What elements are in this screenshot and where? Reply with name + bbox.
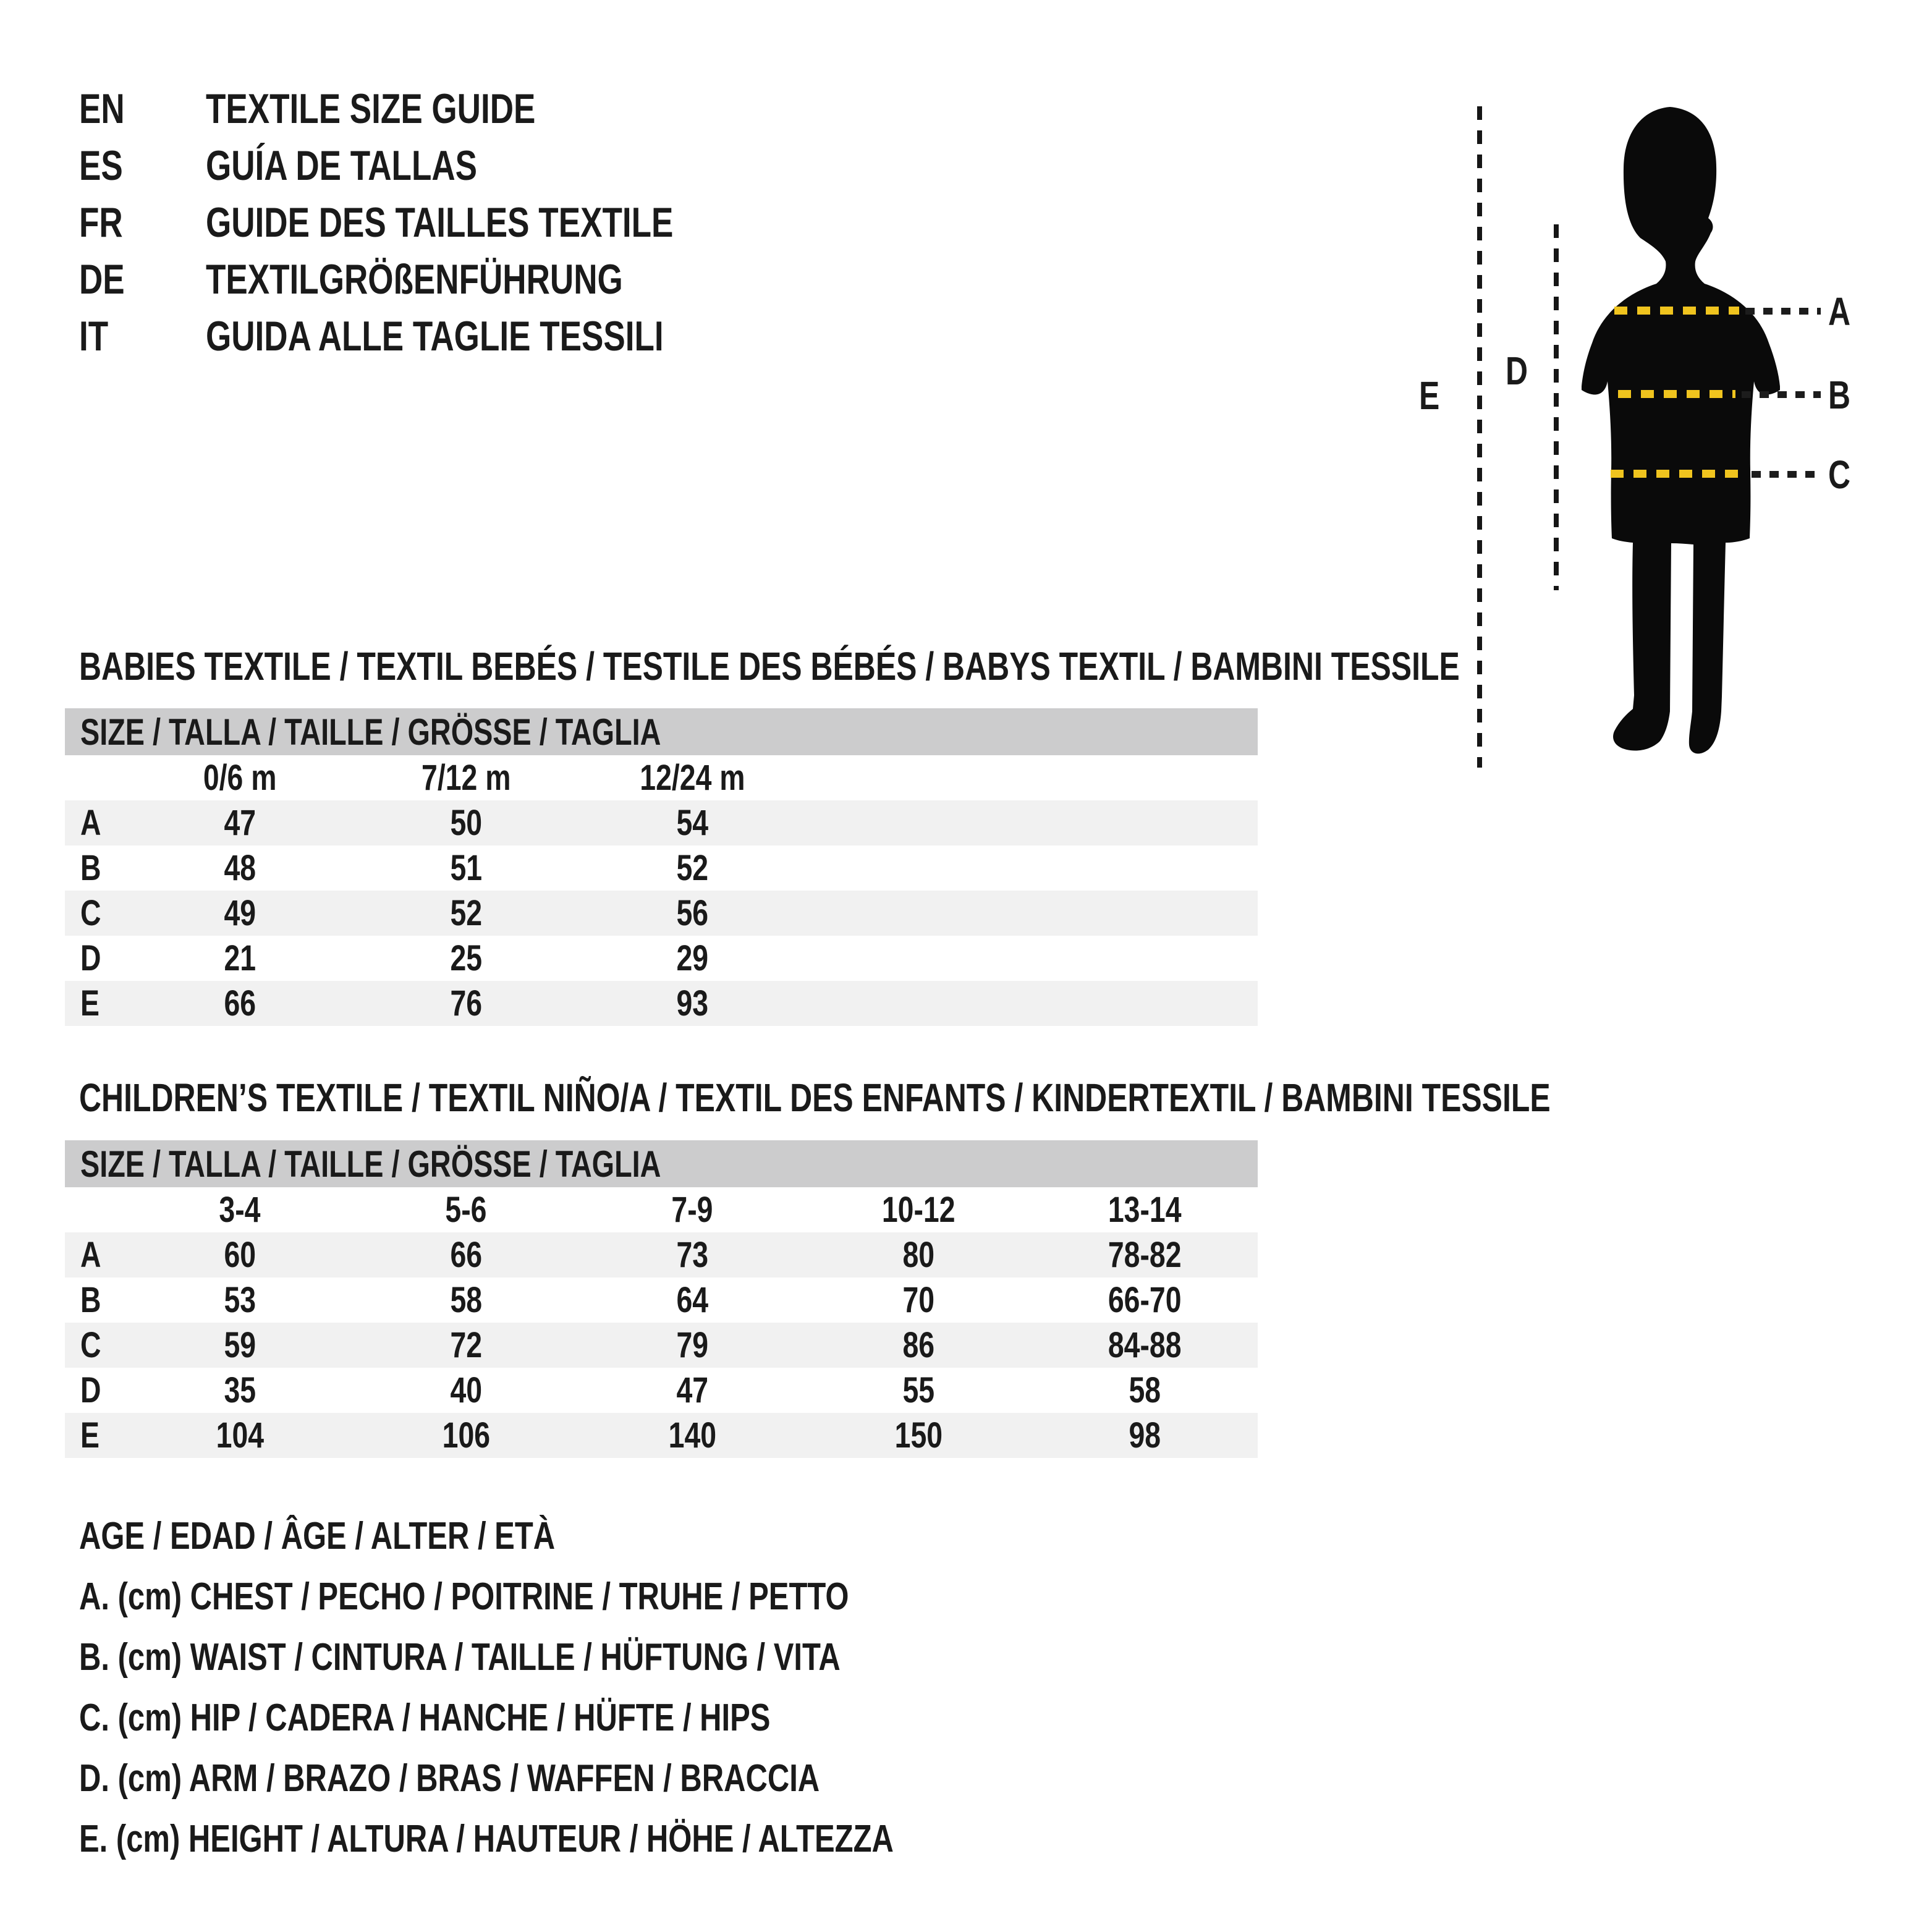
guide-title-it: GUIDA ALLE TAGLIE TESSILI bbox=[206, 313, 664, 360]
row-label-text: B bbox=[80, 848, 101, 888]
column-header-text: 13-14 bbox=[1108, 1190, 1182, 1230]
legend-age-text: AGE / EDAD / ÂGE / ALTER / ETÀ bbox=[79, 1515, 556, 1557]
value-text: 25 bbox=[450, 938, 482, 978]
value-text: 35 bbox=[224, 1370, 256, 1410]
value-cell bbox=[127, 800, 353, 845]
column-header-text: 7/12 m bbox=[421, 758, 511, 798]
table-row bbox=[65, 1232, 1258, 1277]
column-header bbox=[579, 755, 805, 800]
babies-size-header-text: SIZE / TALLA / TAILLE / GRÖSSE / TAGLIA bbox=[80, 711, 661, 753]
waist-leader-line bbox=[1742, 391, 1821, 398]
value-text: 70 bbox=[902, 1280, 934, 1320]
hip-measure-line bbox=[1611, 470, 1745, 478]
value-cell bbox=[1032, 1232, 1258, 1277]
column-header bbox=[127, 755, 353, 800]
chest-measure-label bbox=[1828, 289, 1878, 334]
column-header-text: 7-9 bbox=[671, 1190, 713, 1230]
value-text: 54 bbox=[676, 803, 708, 843]
value-text: 47 bbox=[676, 1370, 708, 1410]
value-cell bbox=[579, 1277, 805, 1323]
children-size-header-text: SIZE / TALLA / TAILLE / GRÖSSE / TAGLIA bbox=[80, 1143, 661, 1185]
legend-item-text: A. (cm) CHEST / PECHO / POITRINE / TRUHE / PETTO bbox=[79, 1575, 849, 1618]
row-label-cell bbox=[65, 800, 127, 845]
value-cell bbox=[353, 1232, 579, 1277]
legend-item-text: D. (cm) ARM / BRAZO / BRAS / WAFFEN / BRACCIA bbox=[79, 1757, 820, 1800]
value-text: 55 bbox=[902, 1370, 934, 1410]
measurement-legend bbox=[79, 1506, 1110, 1870]
value-text: 29 bbox=[676, 938, 708, 978]
value-text: 86 bbox=[902, 1325, 934, 1365]
row-label-text: D bbox=[80, 1370, 101, 1410]
value-text: 48 bbox=[224, 848, 256, 888]
value-cell bbox=[805, 1232, 1032, 1277]
value-text: 60 bbox=[224, 1235, 256, 1275]
value-cell bbox=[353, 845, 579, 891]
row-label-cell bbox=[65, 936, 127, 981]
column-header-text: 5-6 bbox=[445, 1190, 487, 1230]
column-header-text: 12/24 m bbox=[639, 758, 745, 798]
value-cell bbox=[1032, 1413, 1258, 1458]
value-text: 50 bbox=[450, 803, 482, 843]
language-code-text: DE bbox=[79, 256, 125, 303]
value-text: 104 bbox=[216, 1415, 264, 1455]
legend-item-hip bbox=[79, 1688, 1110, 1748]
legend-item-chest bbox=[79, 1567, 1110, 1627]
row-label-cell bbox=[65, 1323, 127, 1368]
value-cell bbox=[579, 981, 805, 1026]
value-text: 73 bbox=[676, 1235, 708, 1275]
value-cell bbox=[579, 936, 805, 981]
arm-measure-label bbox=[1506, 351, 1555, 391]
guide-title-es: GUÍA DE TALLAS bbox=[206, 142, 478, 189]
column-header bbox=[1032, 1187, 1258, 1232]
height-measure-label bbox=[1419, 373, 1468, 418]
value-text: 150 bbox=[894, 1415, 943, 1455]
value-text: 66 bbox=[450, 1235, 482, 1275]
value-text: 52 bbox=[676, 848, 708, 888]
empty-corner-cell bbox=[65, 755, 127, 800]
table-row bbox=[65, 936, 1258, 981]
babies-column-header-row bbox=[65, 755, 1258, 800]
column-header-text: 10-12 bbox=[881, 1190, 955, 1230]
value-text: 76 bbox=[450, 983, 482, 1023]
value-text: 72 bbox=[450, 1325, 482, 1365]
value-cell bbox=[579, 845, 805, 891]
label-b-text: B bbox=[1828, 373, 1851, 417]
table-row bbox=[65, 1368, 1258, 1413]
empty-corner-cell bbox=[65, 1187, 127, 1232]
value-cell bbox=[127, 845, 353, 891]
children-column-header-row bbox=[65, 1187, 1258, 1232]
value-cell bbox=[1032, 1277, 1258, 1323]
column-header bbox=[127, 1187, 353, 1232]
value-cell bbox=[579, 1232, 805, 1277]
value-text: 80 bbox=[902, 1235, 934, 1275]
legend-item-text: C. (cm) HIP / CADERA / HANCHE / HÜFTE / HIPS bbox=[79, 1697, 771, 1739]
value-text: 98 bbox=[1129, 1415, 1161, 1455]
value-cell bbox=[127, 936, 353, 981]
children-section-title bbox=[79, 1075, 1932, 1120]
row-label-text: A bbox=[80, 803, 101, 843]
value-cell bbox=[353, 800, 579, 845]
hip-measure-label bbox=[1828, 452, 1878, 497]
value-cell bbox=[579, 800, 805, 845]
value-cell bbox=[1032, 1323, 1258, 1368]
value-text: 106 bbox=[442, 1415, 490, 1455]
value-cell bbox=[805, 1368, 1032, 1413]
column-header bbox=[579, 1187, 805, 1232]
value-cell bbox=[1032, 1368, 1258, 1413]
value-text: 79 bbox=[676, 1325, 708, 1365]
table-row bbox=[65, 1323, 1258, 1368]
value-cell bbox=[353, 1413, 579, 1458]
arm-measure-line bbox=[1554, 224, 1559, 590]
value-text: 78-82 bbox=[1108, 1235, 1182, 1275]
table-row bbox=[65, 845, 1258, 891]
value-text: 53 bbox=[224, 1280, 256, 1320]
chest-measure-line bbox=[1614, 307, 1739, 315]
value-cell bbox=[127, 1368, 353, 1413]
legend-item-text: B. (cm) WAIST / CINTURA / TAILLE / HÜFTUNG / VITA bbox=[79, 1636, 841, 1679]
children-section-title-text: CHILDREN’S TEXTILE / TEXTIL NIÑO/A / TEXTIL DES ENFANTS / KINDERTEXTIL / BAMBINI TESSILE bbox=[79, 1075, 1551, 1120]
value-text: 64 bbox=[676, 1280, 708, 1320]
table-row bbox=[65, 891, 1258, 936]
label-e-text: E bbox=[1419, 373, 1440, 418]
value-cell bbox=[127, 1277, 353, 1323]
waist-measure-label bbox=[1828, 375, 1878, 415]
children-size-header-bar bbox=[65, 1140, 1258, 1187]
guide-title-en: TEXTILE SIZE GUIDE bbox=[206, 85, 536, 132]
value-cell bbox=[353, 981, 579, 1026]
value-text: 66-70 bbox=[1108, 1280, 1182, 1320]
row-label-text: E bbox=[80, 983, 100, 1023]
table-row bbox=[65, 981, 1258, 1026]
label-c-text: C bbox=[1828, 452, 1851, 497]
legend-age-line bbox=[79, 1506, 1110, 1567]
value-cell bbox=[127, 891, 353, 936]
value-cell bbox=[353, 891, 579, 936]
value-cell bbox=[353, 936, 579, 981]
row-label-cell bbox=[65, 1277, 127, 1323]
table-row bbox=[65, 1413, 1258, 1458]
value-text: 49 bbox=[224, 893, 256, 933]
value-text: 56 bbox=[676, 893, 708, 933]
row-label-text: D bbox=[80, 938, 101, 978]
value-cell bbox=[579, 1413, 805, 1458]
column-header bbox=[805, 1187, 1032, 1232]
value-text: 40 bbox=[450, 1370, 482, 1410]
value-cell bbox=[127, 1413, 353, 1458]
value-cell bbox=[579, 891, 805, 936]
row-label-cell bbox=[65, 1232, 127, 1277]
legend-item-waist bbox=[79, 1627, 1110, 1688]
row-label-cell bbox=[65, 981, 127, 1026]
guide-title-fr: GUIDE DES TAILLES TEXTILE bbox=[206, 199, 674, 246]
value-text: 58 bbox=[1129, 1370, 1161, 1410]
value-text: 140 bbox=[668, 1415, 716, 1455]
guide-title-de: TEXTILGRÖßENFÜHRUNG bbox=[206, 256, 623, 303]
label-a-text: A bbox=[1828, 289, 1851, 334]
value-cell bbox=[353, 1277, 579, 1323]
children-size-table bbox=[65, 1140, 1258, 1458]
row-label-text: C bbox=[80, 1325, 101, 1365]
column-header bbox=[353, 755, 579, 800]
value-cell bbox=[127, 1232, 353, 1277]
value-text: 66 bbox=[224, 983, 256, 1023]
value-cell bbox=[805, 1323, 1032, 1368]
value-cell bbox=[127, 1323, 353, 1368]
value-text: 21 bbox=[224, 938, 256, 978]
row-label-text: C bbox=[80, 893, 101, 933]
babies-section-title bbox=[79, 646, 1849, 686]
row-label-cell bbox=[65, 1368, 127, 1413]
row-label-cell bbox=[65, 845, 127, 891]
language-code-text: ES bbox=[79, 142, 123, 189]
value-cell bbox=[805, 1277, 1032, 1323]
value-cell bbox=[579, 1368, 805, 1413]
hip-leader-line bbox=[1752, 471, 1821, 478]
legend-item-height bbox=[79, 1809, 1110, 1870]
waist-measure-line bbox=[1618, 390, 1735, 398]
legend-item-text: E. (cm) HEIGHT / ALTURA / HAUTEUR / HÖHE / ALTEZZA bbox=[79, 1818, 894, 1860]
row-label-cell bbox=[65, 891, 127, 936]
row-label-cell bbox=[65, 1413, 127, 1458]
value-cell bbox=[353, 1323, 579, 1368]
value-text: 84-88 bbox=[1108, 1325, 1182, 1365]
legend-item-arm bbox=[79, 1748, 1110, 1809]
column-header-text: 0/6 m bbox=[203, 758, 277, 798]
value-text: 52 bbox=[450, 893, 482, 933]
table-row bbox=[65, 800, 1258, 845]
value-text: 51 bbox=[450, 848, 482, 888]
table-row bbox=[65, 1277, 1258, 1323]
value-cell bbox=[127, 981, 353, 1026]
row-label-text: B bbox=[80, 1280, 101, 1320]
value-cell bbox=[579, 1323, 805, 1368]
column-header bbox=[353, 1187, 579, 1232]
row-label-text: E bbox=[80, 1415, 100, 1455]
language-code-text: FR bbox=[79, 199, 123, 246]
value-text: 93 bbox=[676, 983, 708, 1023]
value-cell bbox=[353, 1368, 579, 1413]
label-d-text: D bbox=[1506, 349, 1528, 393]
babies-section-title-text: BABIES TEXTILE / TEXTIL BEBÉS / TESTILE DES BÉBÉS / BABYS TEXTIL / BAMBINI TESSILE bbox=[79, 644, 1460, 688]
babies-size-table bbox=[65, 708, 1258, 1026]
value-cell bbox=[805, 1413, 1032, 1458]
value-text: 58 bbox=[450, 1280, 482, 1320]
babies-size-header-bar bbox=[65, 708, 1258, 755]
chest-leader-line bbox=[1745, 308, 1821, 315]
language-code-text: IT bbox=[79, 313, 109, 360]
language-code-text: EN bbox=[79, 85, 125, 132]
value-text: 47 bbox=[224, 803, 256, 843]
row-label-text: A bbox=[80, 1235, 101, 1275]
column-header-text: 3-4 bbox=[219, 1190, 261, 1230]
value-text: 59 bbox=[224, 1325, 256, 1365]
